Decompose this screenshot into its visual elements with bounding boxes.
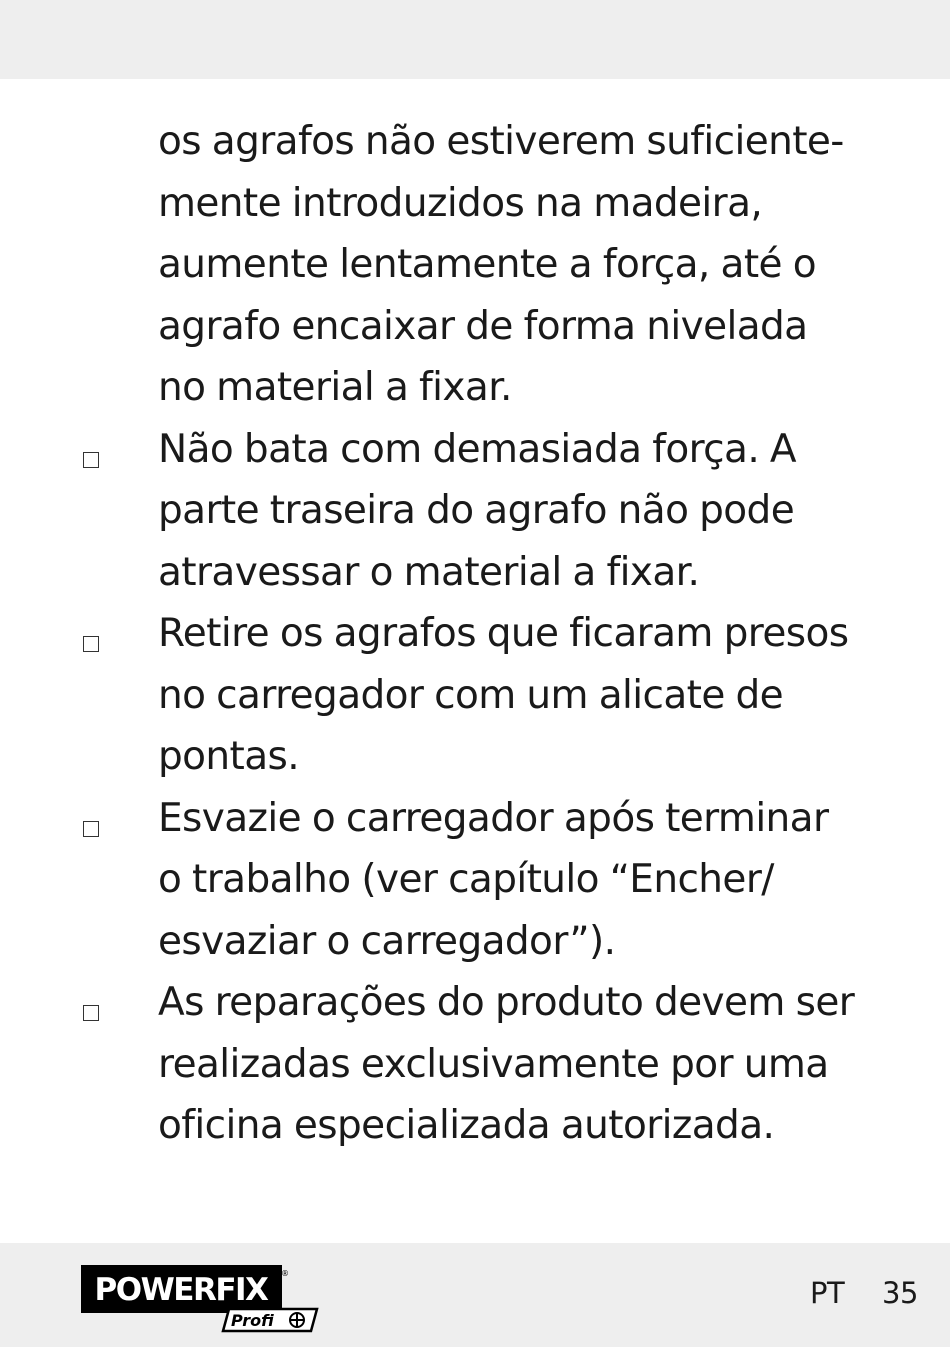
checkbox-bullet-icon [83, 452, 99, 468]
text-line: As reparações do produto devem ser [158, 980, 855, 1025]
text-line: pontas. [158, 734, 300, 779]
text-line: atravessar o material a fixar. [158, 549, 700, 595]
text-line: no material a fixar. [158, 365, 512, 410]
powerfix-logo [81, 1265, 321, 1335]
checkbox-bullet-icon [83, 636, 99, 652]
checkbox-bullet-icon [83, 1005, 99, 1021]
paragraph-continuation [0, 111, 878, 419]
text-line: Retire os agrafos que ficaram presos [158, 611, 849, 656]
text-line: Esvazie o carregador após terminar [158, 795, 829, 841]
text-line: os agrafos não estiverem suficiente- [158, 119, 844, 164]
checkbox-bullet-icon [83, 821, 99, 837]
text-line: oficina especializada autorizada. [158, 1103, 775, 1148]
bullet-item [0, 603, 878, 788]
logo-registered-mark: ® [281, 1269, 289, 1278]
bullet-item [0, 972, 878, 1157]
bullet-item [0, 419, 878, 604]
logo-brand-text: POWERFIX [94, 1272, 268, 1308]
text-line: agrafo encaixar de forma nivelada [158, 303, 808, 349]
text-line: parte traseira do agrafo não pode [158, 488, 795, 533]
page-body [0, 111, 950, 1157]
language-code: PT [810, 1276, 845, 1310]
text-line: esvaziar o carregador”). [158, 918, 616, 964]
text-line: mente introduzidos na madeira, [158, 180, 763, 226]
text-line: o trabalho (ver capítulo “Encher/ [158, 857, 774, 902]
logo-sub-text: Profi [231, 1311, 274, 1330]
text-line: no carregador com um alicate de [158, 672, 784, 718]
text-line: Não bata com demasiada força. A [158, 426, 796, 472]
logo-plus-icon [290, 1313, 304, 1327]
header-band [0, 0, 950, 79]
page-number: 35 [882, 1276, 918, 1310]
bullet-item [0, 788, 878, 973]
text-line: aumente lentamente a força, até o [158, 242, 816, 287]
text-line: realizadas exclusivamente por uma [158, 1041, 829, 1087]
